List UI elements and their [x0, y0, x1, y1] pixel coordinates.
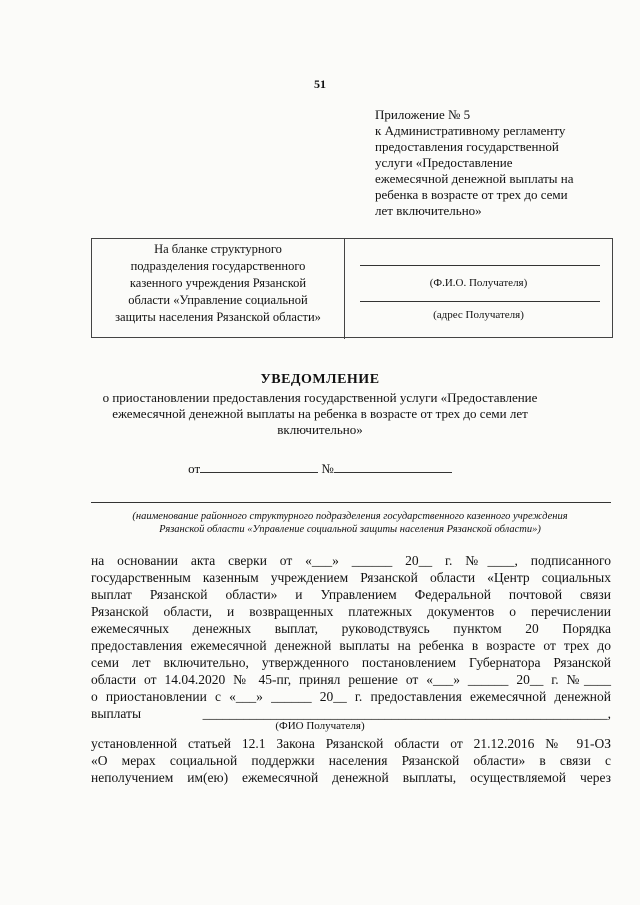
- paragraph-line: выплат Рязанской области» и Управлением Федеральной почтовой связи: [91, 587, 611, 602]
- org-caption: [70, 510, 630, 536]
- paragraph-line: Рязанской области, и возвращенных платежных документов о перечислении: [91, 604, 611, 619]
- recipient-address-line: [360, 301, 600, 302]
- paragraph-line: семи лет включительно, утвержденного постановлением Губернатора Рязанской: [91, 655, 611, 670]
- number-blank: [334, 461, 452, 473]
- appendix-line: лет включительно»: [375, 203, 482, 218]
- letterhead-table: [91, 238, 613, 338]
- recipient-name-line: [360, 265, 600, 266]
- subtitle-line: включительно»: [277, 422, 363, 437]
- letterhead-cell: [92, 239, 345, 339]
- org-caption-line: Рязанской области «Управление социальной защиты населения Рязанской области»): [159, 524, 541, 535]
- document-subtitle: [80, 390, 560, 438]
- appendix-line: Приложение № 5: [375, 107, 471, 122]
- appendix-line: предоставления государственной: [375, 139, 559, 154]
- letterhead-line: На бланке структурного: [154, 242, 282, 256]
- recipient-fio-label: (ФИО Получателя): [275, 720, 365, 732]
- paragraph-line: области от 14.04.2020 № 45-пг, принял решение от «___» ______ 20__ г. №____: [91, 672, 611, 687]
- recipient-address-label: (адрес Получателя): [433, 309, 524, 321]
- subtitle-line: о приостановлении предоставления государственной услуги «Предоставление: [102, 390, 538, 405]
- appendix-line: ежемесячной денежной выплаты на: [375, 171, 574, 186]
- paragraph-line: «О мерах социальной поддержки населения Рязанской области» в связи с: [91, 753, 611, 768]
- paragraph-2: [91, 735, 611, 786]
- letterhead-line: казенного учреждения Рязанской: [129, 276, 307, 290]
- letterhead-line: области «Управление социальной: [128, 293, 308, 307]
- date-number-line: [0, 461, 640, 477]
- paragraph-line: выплаты ____________________________________________________________,: [91, 706, 611, 721]
- document-title: УВЕДОМЛЕНИЕ: [260, 372, 380, 387]
- paragraph-line: о приостановлении с «___» ______ 20__ г. предоставления ежемесячной денежной: [91, 689, 611, 704]
- letterhead-line: защиты населения Рязанской области»: [115, 310, 321, 324]
- paragraph-line: предоставления ежемесячной денежной выплаты на ребенка в возрасте от трех до: [91, 638, 611, 653]
- appendix-header: [375, 107, 625, 219]
- page-number: 51: [314, 77, 326, 91]
- number-sign: №: [321, 461, 334, 476]
- subtitle-line: ежемесячной денежной выплаты на ребенка в возрасте от трех до семи лет: [112, 406, 528, 421]
- paragraph-line: на основании акта сверки от «___» ______ 20__ г. №____, подписанного: [91, 553, 611, 568]
- recipient-name-label: (Ф.И.О. Получателя): [429, 277, 528, 289]
- date-prefix: от: [188, 461, 201, 476]
- appendix-line: к Административному регламенту: [375, 123, 566, 138]
- appendix-line: услуги «Предоставление: [375, 155, 513, 170]
- paragraph-line: государственным казенным учреждением Рязанской области «Центр социальных: [91, 570, 611, 585]
- date-blank: [200, 461, 318, 473]
- org-name-line: [91, 502, 611, 503]
- letterhead-line: подразделения государственного: [130, 259, 306, 273]
- appendix-line: ребенка в возрасте от трех до семи: [375, 187, 568, 202]
- org-caption-line: (наименование районного структурного подразделения государственного казенного учреждения: [132, 511, 568, 522]
- paragraph-line: установленной статьей 12.1 Закона Рязанской области от 21.12.2016 № 91-ОЗ: [91, 736, 611, 751]
- paragraph-line: неполучением им(ею) ежемесячной денежной выплаты, осуществляемой через: [91, 770, 611, 785]
- paragraph-line: ежемесячных денежных выплат, руководствуясь пунктом 20 Порядка: [91, 621, 611, 636]
- paragraph-1: [91, 552, 611, 722]
